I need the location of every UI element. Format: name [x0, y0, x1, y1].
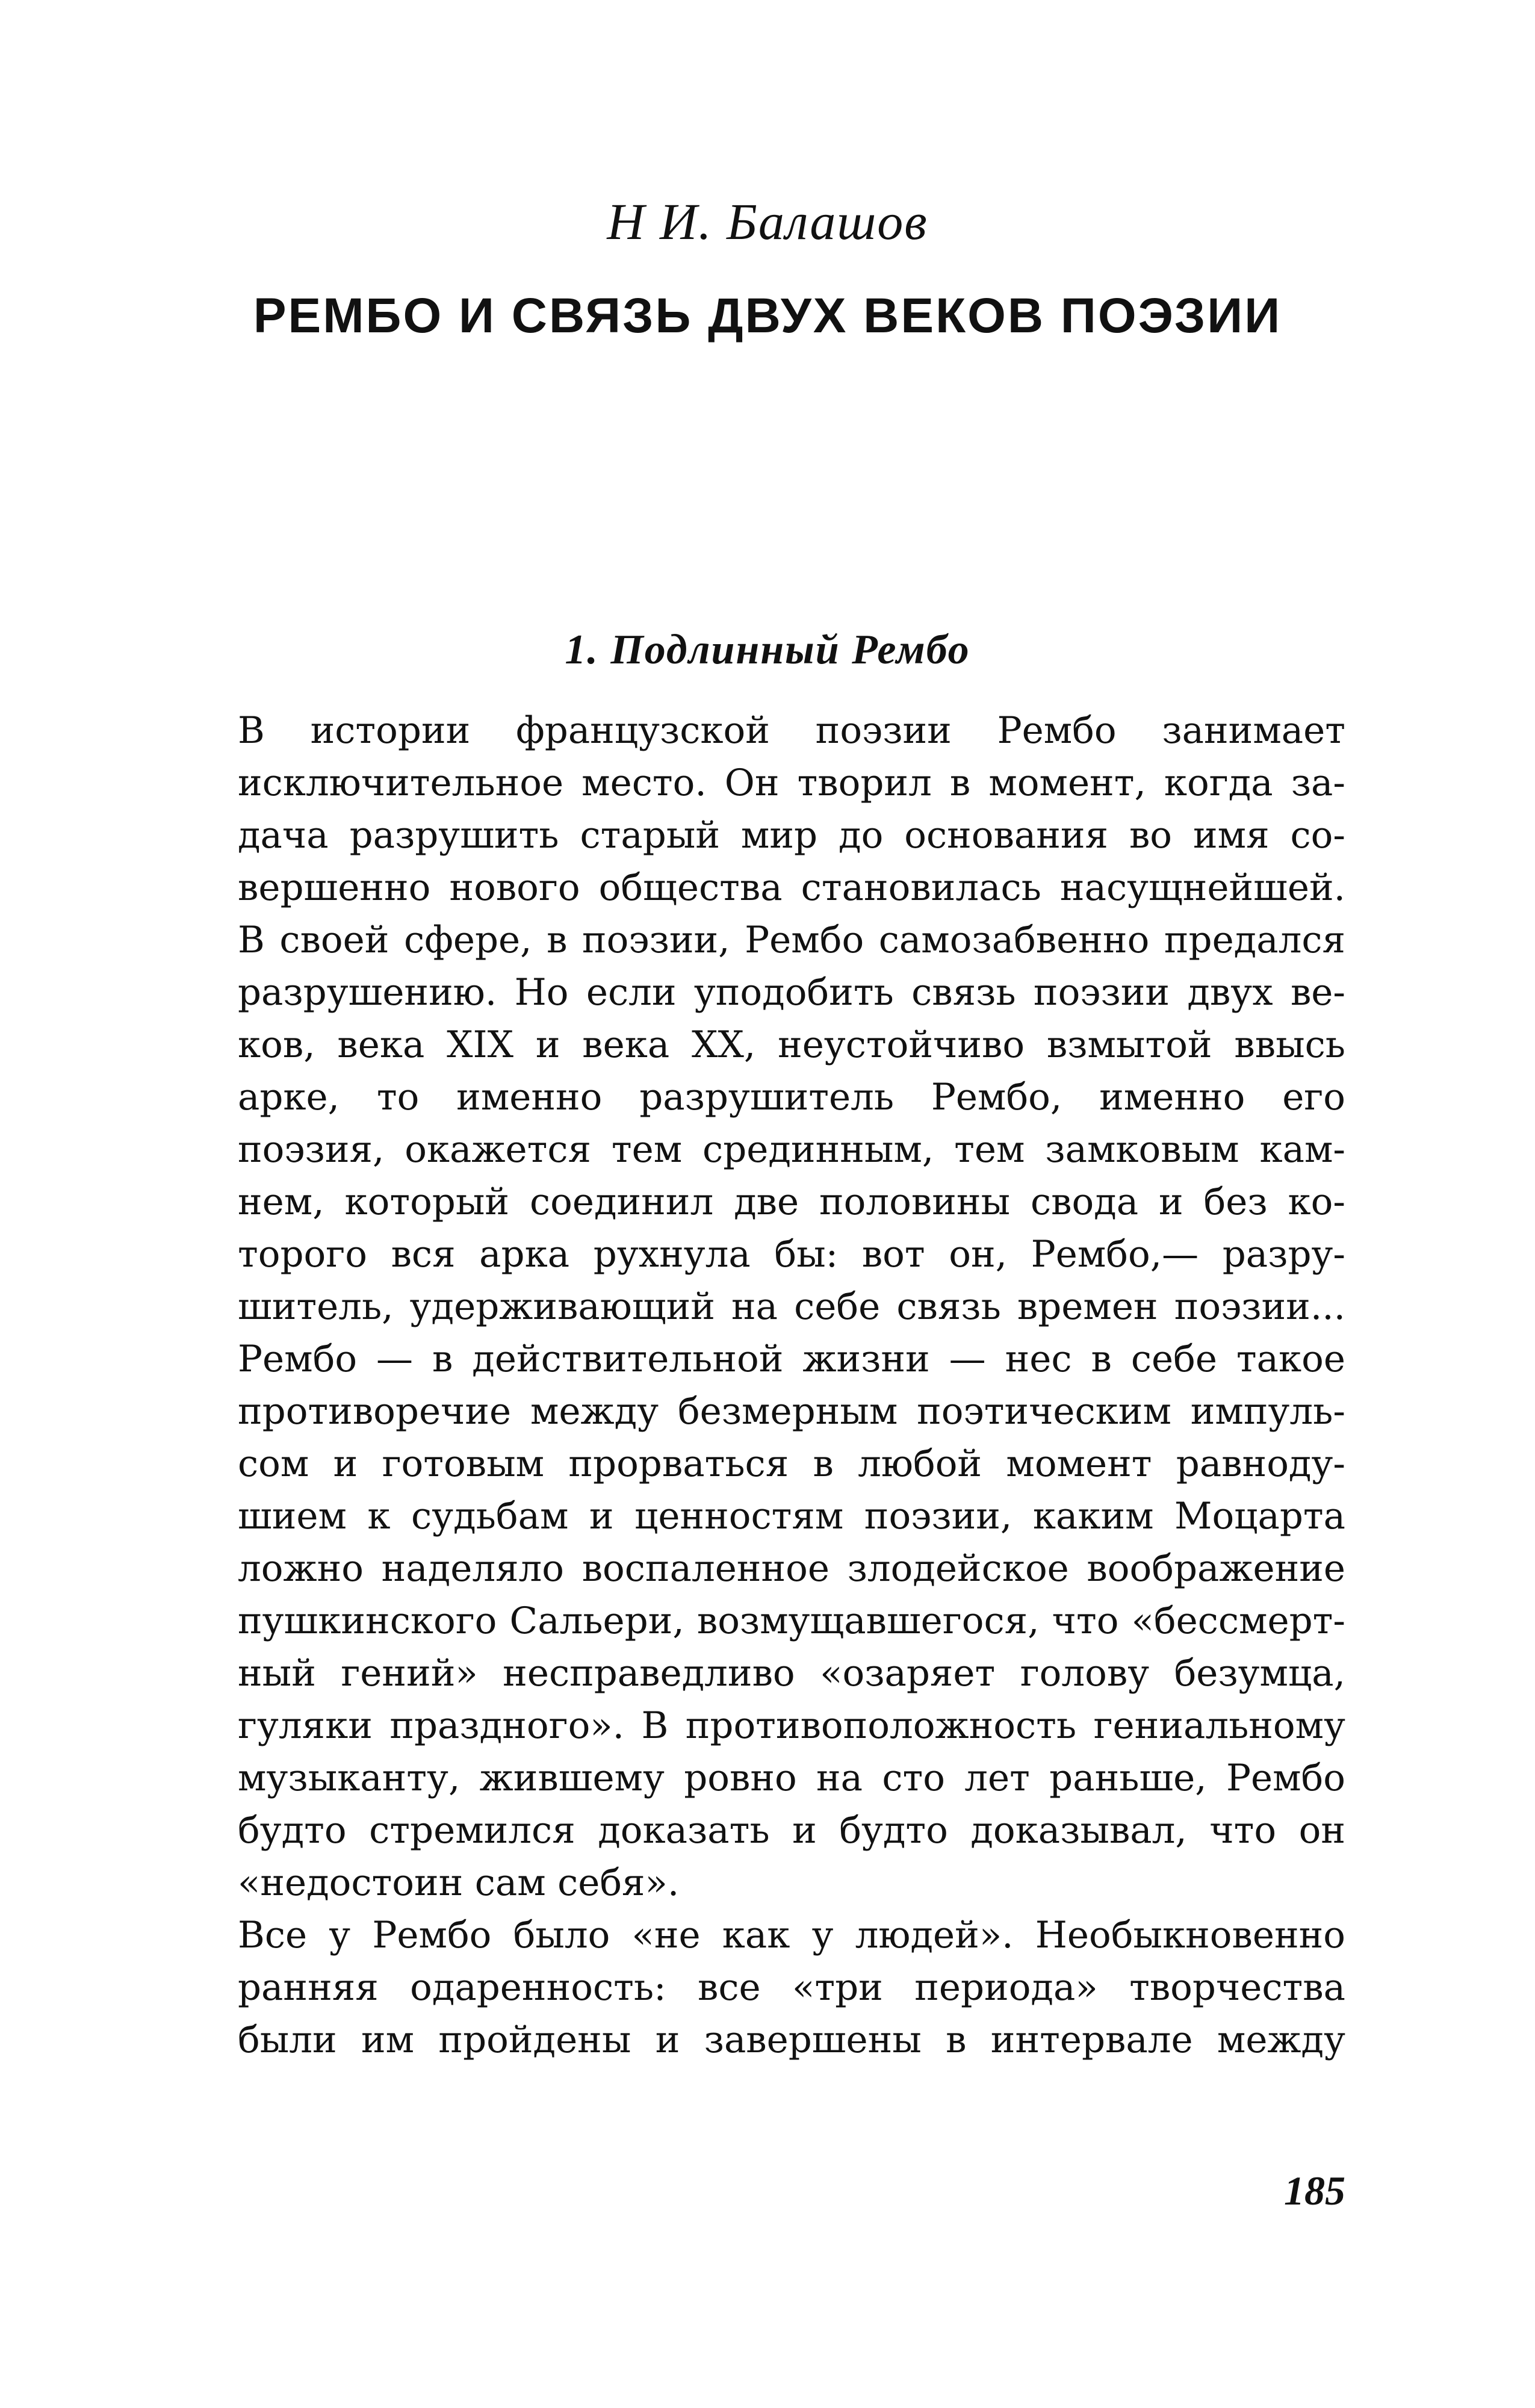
- text-line: поэзия, окажется тем срединным, тем замковым кам-: [238, 1128, 1345, 1171]
- text-line: ранняя одаренность: все «три периода» творчества: [238, 1966, 1345, 2009]
- paragraph-2: [238, 1333, 1345, 1909]
- text-line: противоречие между безмерным поэтическим импуль-: [238, 1390, 1345, 1433]
- text-line: вершенно нового общества становилась насущнейшей.: [238, 866, 1345, 909]
- text-line: были им пройдены и завершены в интервале между: [238, 2019, 1345, 2061]
- text-line: исключительное место. Он творил в момент, когда за-: [238, 762, 1345, 804]
- text-line: торого вся арка рухнула бы: вот он, Рембо,— разру-: [238, 1233, 1345, 1276]
- text-line: музыканту, жившему ровно на сто лет раньше, Рембо: [238, 1757, 1345, 1799]
- paragraph-3: [238, 1909, 1345, 2066]
- text-line: Все у Рембо было «не как у людей». Необыкновенно: [238, 1914, 1345, 1956]
- text-line: В своей сфере, в поэзии, Рембо самозабвенно предался: [238, 919, 1345, 961]
- text-line: пушкинского Сальери, возмущавшегося, что «бессмерт-: [238, 1600, 1345, 1642]
- text-line: «недостоин сам себя».: [238, 1861, 680, 1904]
- page-number: 185: [1284, 2168, 1345, 2214]
- text-line: ков, века XIX и века XX, неустойчиво взмытой ввысь: [238, 1023, 1345, 1066]
- text-line: ный гений» несправедливо «озаряет голову безумца,: [238, 1652, 1345, 1695]
- text-line: разрушению. Но если уподобить связь поэзии двух ве-: [238, 971, 1345, 1014]
- paragraph-1: [238, 704, 1345, 1333]
- author-name: Н И. Балашов: [607, 193, 928, 250]
- text-line: гуляки праздного». В противоположность гениальному: [238, 1704, 1345, 1747]
- section-heading: 1. Подлинный Рембо: [565, 627, 970, 673]
- text-line: ложно наделяло воспаленное злодейское воображение: [238, 1547, 1345, 1590]
- body-text: [238, 704, 1345, 2066]
- text-line: дача разрушить старый мир до основания во имя со-: [238, 814, 1345, 857]
- text-line: В истории французской поэзии Рембо занимает: [238, 709, 1345, 752]
- text-line: шием к судьбам и ценностям поэзии, каким Моцарта: [238, 1495, 1345, 1538]
- text-line: арке, то именно разрушитель Рембо, именно его: [238, 1076, 1345, 1119]
- text-line: будто стремился доказать и будто доказывал, что он: [238, 1809, 1345, 1852]
- text-line: нем, который соединил две половины свода и без ко-: [238, 1181, 1345, 1223]
- text-line: сом и готовым прорваться в любой момент равноду-: [238, 1442, 1345, 1485]
- text-line: Рембо — в действительной жизни — нес в себе такое: [238, 1338, 1345, 1380]
- text-line: шитель, удерживающий на себе связь времен поэзии...: [238, 1285, 1345, 1328]
- article-title: РЕМБО И СВЯЗЬ ДВУХ ВЕКОВ ПОЭЗИИ: [253, 288, 1282, 343]
